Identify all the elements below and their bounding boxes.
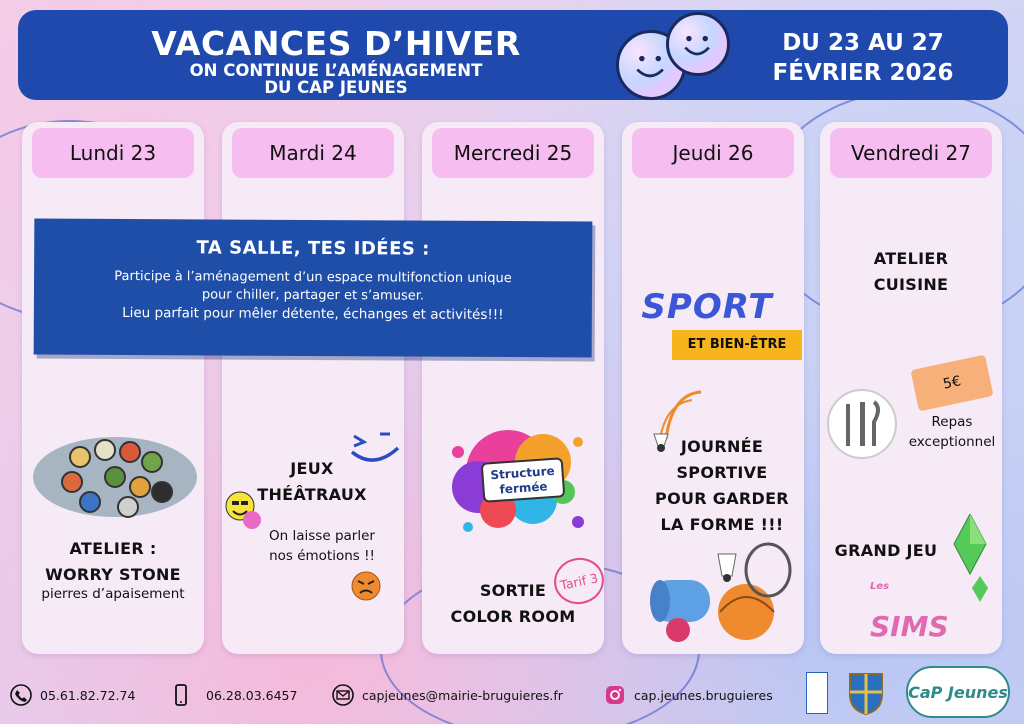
activity-title <box>820 246 1002 298</box>
smiling-emoji-icon <box>224 490 264 530</box>
instagram-contact <box>604 684 773 706</box>
activity-title-line: JEUX <box>290 459 334 478</box>
activity-title-line: SORTIE <box>479 581 547 600</box>
activity-title <box>252 456 372 508</box>
plumbob-icon <box>950 514 990 604</box>
day-column-monday <box>22 122 204 654</box>
activity-title-line: WORRY STONE <box>45 565 181 584</box>
worry-stones-image <box>30 422 200 522</box>
day-label: Lundi 23 <box>32 128 194 178</box>
activity-description <box>900 412 1004 452</box>
email-icon <box>332 684 354 706</box>
day-label: Mercredi 25 <box>432 128 594 178</box>
smiley-icon <box>666 12 730 76</box>
activity-title <box>422 578 604 630</box>
day-column-wednesday <box>422 122 604 654</box>
plate-cutlery-icon <box>824 386 900 462</box>
activity-title-line: THÉÂTRAUX <box>257 485 367 504</box>
dates-line: FÉVRIER 2026 <box>772 60 954 86</box>
activity-title <box>642 434 802 538</box>
activity-description <box>252 526 392 566</box>
banner-line: Lieu parfait pour mêler détente, échanges et activités!!! <box>122 305 504 323</box>
subtitle-line: DU CAP JEUNES <box>264 78 408 97</box>
activity-title <box>22 536 204 588</box>
phone-number[interactable]: 05.61.82.72.74 <box>40 687 136 703</box>
day-label: Vendredi 27 <box>830 128 992 178</box>
activity-title-line: JOURNÉE <box>680 437 764 456</box>
day-column-friday <box>820 122 1002 654</box>
event-dates <box>738 28 988 88</box>
description-line: On laisse parler <box>269 528 375 544</box>
price-value: 5€ <box>941 373 963 393</box>
activity-title-line: ATELIER <box>873 249 949 268</box>
sports-equipment-image <box>640 542 800 646</box>
sport-heading: SPORT <box>641 287 773 327</box>
partner-logo <box>806 672 828 714</box>
subtitle-line: ON CONTINUE L’AMÉNAGEMENT <box>189 61 483 80</box>
dates-line: DU 23 AU 27 <box>782 30 944 56</box>
activity-description: pierres d’apaisement <box>41 586 185 602</box>
cap-jeunes-logo-text: CaP Jeunes <box>908 682 1008 702</box>
banner-title: TA SALLE, TES IDÉES : <box>196 237 430 260</box>
activity-title-line: LA FORME !!! <box>660 515 784 534</box>
mobile-phone-icon <box>170 684 192 706</box>
activity-title-line: ATELIER : <box>69 539 157 558</box>
description-line: Repas <box>931 414 973 430</box>
banner-line: Participe à l’aménagement d’un espace multifonction unique <box>114 268 512 287</box>
email-address[interactable]: capjeunes@mairie-bruguieres.fr <box>362 687 563 703</box>
activity-title-line: SPORTIVE <box>676 463 768 482</box>
activity-title-line: COLOR ROOM <box>450 607 576 626</box>
banner-body <box>34 268 592 325</box>
day-column-thursday <box>622 122 804 654</box>
activity-title-line: CUISINE <box>873 275 949 294</box>
sims-logo <box>870 566 960 643</box>
phone-icon <box>10 684 32 706</box>
phone-number[interactable]: 06.28.03.6457 <box>206 687 298 703</box>
info-banner <box>34 219 593 358</box>
price-tier-badge: Tarif 3 <box>550 553 608 608</box>
footer-contacts <box>0 670 1024 724</box>
town-crest-logo <box>846 670 886 716</box>
day-label: Jeudi 26 <box>632 128 794 178</box>
game-title: GRAND JEU <box>834 541 938 560</box>
phone-mobile <box>170 684 297 706</box>
price-tag <box>910 355 993 412</box>
sims-logo-text: SIMS <box>870 610 949 643</box>
email-contact <box>332 684 563 706</box>
phone-landline <box>10 684 135 706</box>
cap-jeunes-logo <box>906 666 1010 718</box>
closure-sign: Structure fermée <box>481 457 566 503</box>
page-subtitle <box>76 62 596 96</box>
angry-emoji-icon <box>350 570 382 602</box>
instagram-handle[interactable]: cap.jeunes.bruguieres <box>634 687 773 703</box>
banner-line: pour chiller, partager et s’amuser. <box>201 287 425 304</box>
header-banner <box>18 10 1008 100</box>
day-column-tuesday <box>222 122 404 654</box>
page-title: VACANCES D’HIVER <box>151 24 521 63</box>
sims-logo-prefix: Les <box>870 581 890 592</box>
wellbeing-label: ET BIEN-ÊTRE <box>672 330 802 360</box>
day-label: Mardi 24 <box>232 128 394 178</box>
activity-title-line: POUR GARDER <box>655 489 789 508</box>
instagram-icon <box>604 684 626 706</box>
description-line: exceptionnel <box>908 434 996 450</box>
description-line: nos émotions !! <box>269 548 375 564</box>
